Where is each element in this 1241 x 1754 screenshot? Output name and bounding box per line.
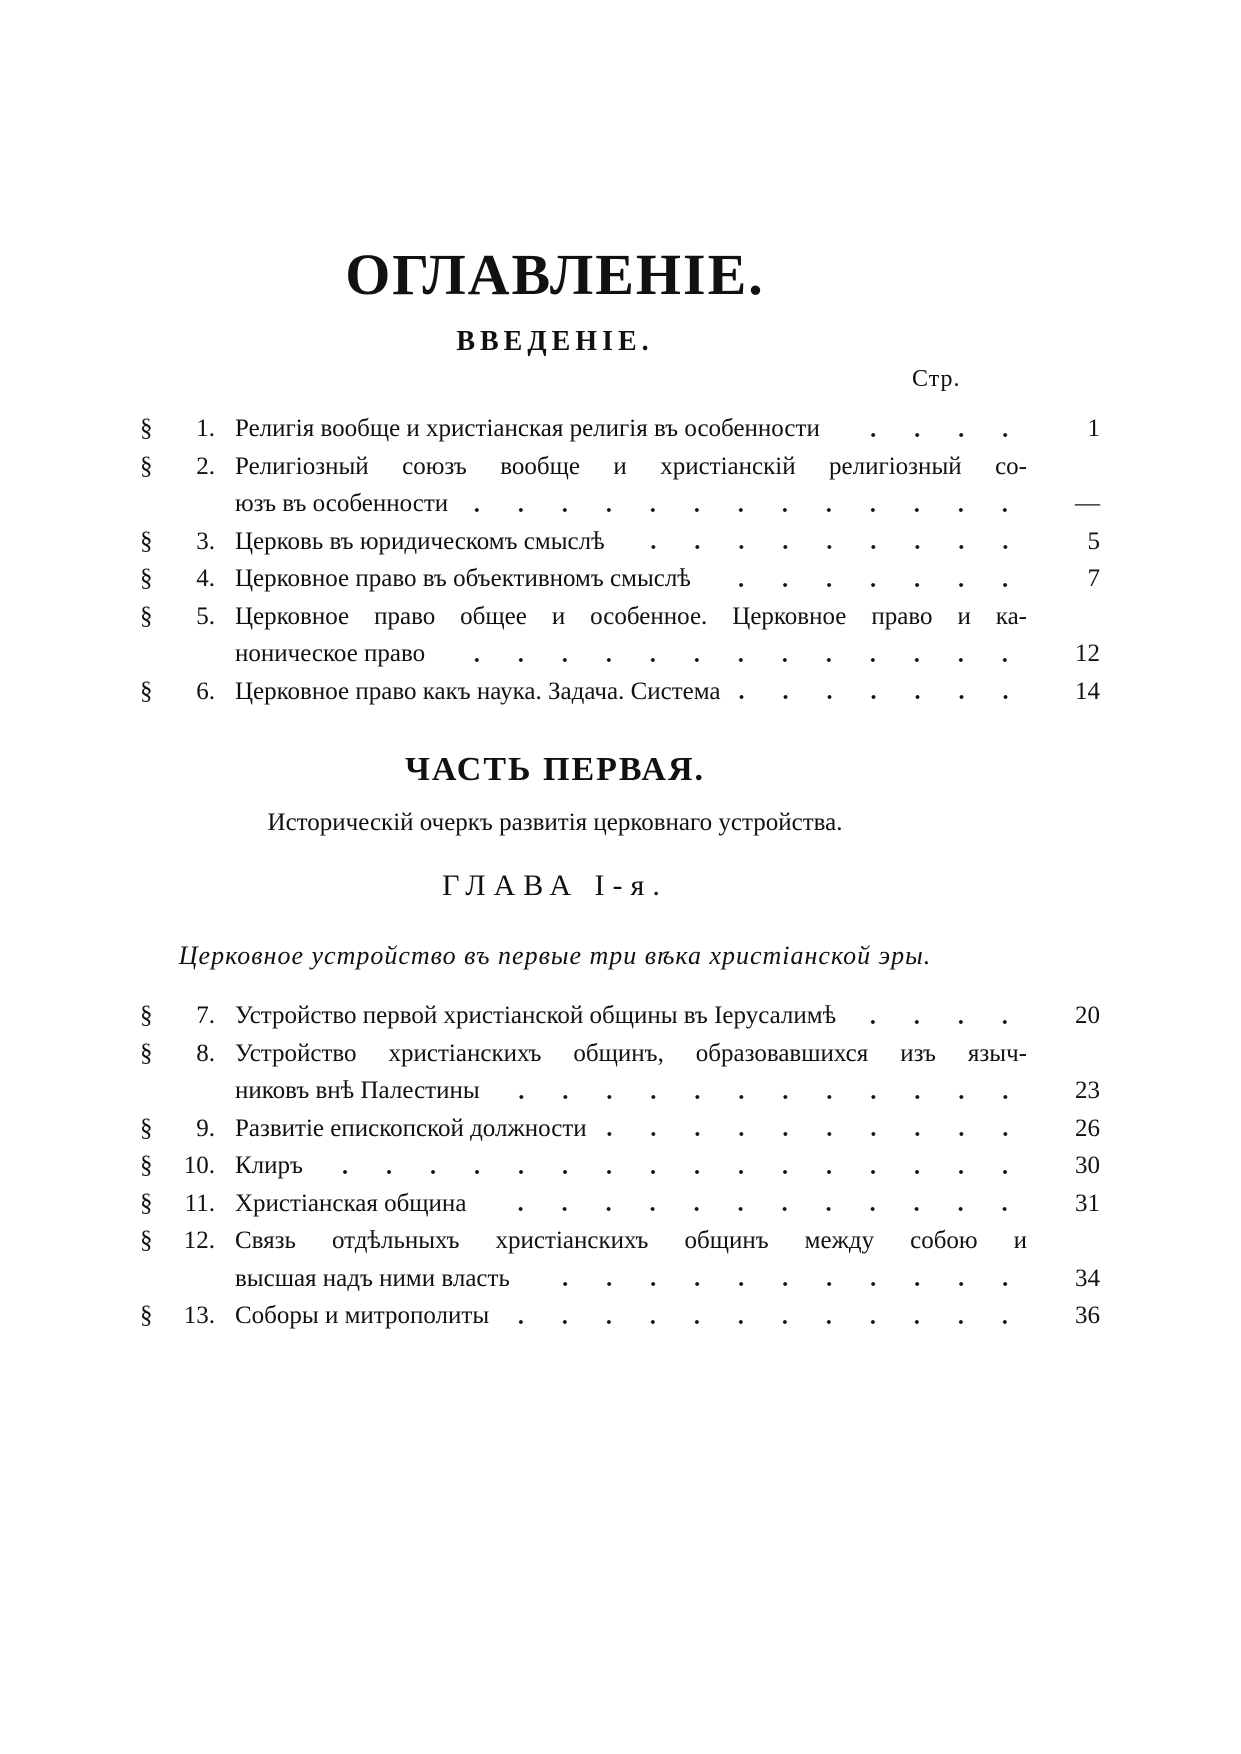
chapter-toc-list bbox=[140, 997, 1100, 1335]
section-number: 10. bbox=[183, 1152, 215, 1179]
page-number: 1 bbox=[1087, 415, 1100, 442]
chapter-subtitle: Церковное устройство въ первые три вѣка христіанской эры. bbox=[178, 941, 932, 970]
toc-entry-12 bbox=[140, 1222, 1100, 1297]
section-number: 13. bbox=[183, 1302, 215, 1329]
entry-title: Церковное право общее и особенное. Церковное право и ка- bbox=[235, 602, 1027, 630]
toc-entry-3 bbox=[140, 523, 1100, 561]
section-sign: § bbox=[140, 527, 153, 555]
section-number: 4. bbox=[196, 565, 215, 592]
page-number: 5 bbox=[1087, 527, 1100, 555]
section-sign: § bbox=[140, 415, 153, 442]
entry-title: ноническое право bbox=[235, 640, 426, 667]
entry-line bbox=[140, 673, 1100, 711]
section-sign: § bbox=[140, 1227, 153, 1254]
page-number: 31 bbox=[1075, 1189, 1100, 1217]
page-number: — bbox=[1075, 490, 1100, 517]
section-sign: § bbox=[140, 1152, 153, 1179]
entry-line bbox=[140, 1222, 1100, 1260]
toc-entry-2 bbox=[140, 448, 1100, 523]
dot-leader bbox=[834, 432, 1027, 438]
entry-line bbox=[140, 1297, 1100, 1335]
toc-entry-11 bbox=[140, 1185, 1100, 1223]
dot-leader bbox=[494, 1094, 1027, 1100]
page-number: 20 bbox=[1075, 1002, 1100, 1029]
dot-leader bbox=[705, 582, 1027, 588]
entry-title: Христіанская община bbox=[235, 1189, 467, 1217]
section-number: 8. bbox=[196, 1039, 215, 1067]
toc-entry-10 bbox=[140, 1147, 1100, 1185]
part-one-heading: ЧАСТЬ ПЕРВАЯ. bbox=[404, 751, 706, 788]
page-title: ОГЛАВЛЕНІЕ. bbox=[345, 242, 765, 307]
entry-title: Церковное право въ объективномъ смыслѣ bbox=[235, 565, 691, 592]
entry-title: Клиръ bbox=[235, 1152, 303, 1179]
introduction-toc-list bbox=[140, 410, 1100, 710]
page-number: 34 bbox=[1075, 1264, 1100, 1292]
entry-title: Связь отдѣльныхъ христіанскихъ общинъ между собою и bbox=[235, 1227, 1027, 1254]
entry-title: Устройство христіанскихъ общинъ, образовавшихся изъ языч- bbox=[235, 1039, 1027, 1067]
section-sign: § bbox=[140, 565, 153, 592]
part-one-subtitle: Историческій очеркъ развитія церковнаго устройства. bbox=[267, 809, 843, 836]
entry-line bbox=[140, 523, 1100, 561]
entry-title: никовъ внѣ Палестины bbox=[235, 1077, 480, 1104]
section-sign: § bbox=[140, 1189, 153, 1217]
section-number: 5. bbox=[196, 602, 215, 630]
page-number: 36 bbox=[1075, 1302, 1100, 1329]
entry-title: Устройство первой христіанской общины въ Іерусалимѣ bbox=[235, 1002, 837, 1029]
dot-leader bbox=[317, 1169, 1027, 1175]
dot-leader bbox=[462, 507, 1027, 513]
entry-line bbox=[140, 1147, 1100, 1185]
entry-line bbox=[140, 448, 1100, 486]
section-number: 1. bbox=[196, 415, 215, 442]
section-number: 9. bbox=[196, 1114, 215, 1142]
entry-line bbox=[140, 1035, 1100, 1073]
section-number: 3. bbox=[196, 527, 215, 555]
dot-leader bbox=[850, 1019, 1027, 1025]
dot-leader bbox=[480, 1206, 1027, 1212]
entry-line bbox=[140, 1110, 1100, 1148]
entry-line bbox=[140, 485, 1100, 523]
toc-entry-7 bbox=[140, 997, 1100, 1035]
dot-leader bbox=[601, 1131, 1027, 1137]
entry-title: высшая надъ ними власть bbox=[235, 1264, 510, 1292]
entry-line bbox=[140, 1260, 1100, 1298]
toc-entry-1 bbox=[140, 410, 1100, 448]
page-number: 26 bbox=[1075, 1114, 1100, 1142]
dot-leader bbox=[439, 657, 1027, 663]
entry-title: Религіозный союзъ вообще и христіанскій религіозный со- bbox=[235, 452, 1027, 480]
dot-leader bbox=[619, 544, 1027, 550]
toc-entry-5 bbox=[140, 598, 1100, 673]
entry-line bbox=[140, 560, 1100, 598]
entry-title: Развитіе епископской должности bbox=[235, 1114, 587, 1142]
entry-line bbox=[140, 635, 1100, 673]
chapter-heading: ГЛАВА I-я. bbox=[442, 869, 668, 902]
section-sign: § bbox=[140, 452, 153, 480]
dot-leader bbox=[735, 694, 1028, 700]
entry-line bbox=[140, 410, 1100, 448]
page-number: 12 bbox=[1075, 640, 1100, 667]
toc-entry-13 bbox=[140, 1297, 1100, 1335]
section-sign: § bbox=[140, 1114, 153, 1142]
page-number: 7 bbox=[1087, 565, 1100, 592]
entry-line bbox=[140, 598, 1100, 636]
page-column-label: Стр. bbox=[912, 366, 961, 392]
section-sign: § bbox=[140, 1039, 153, 1067]
toc-entry-6 bbox=[140, 673, 1100, 711]
entry-line bbox=[140, 997, 1100, 1035]
toc-entry-4 bbox=[140, 560, 1100, 598]
dot-leader bbox=[503, 1319, 1027, 1325]
entry-title: Церковное право какъ наука. Задача. Система bbox=[235, 677, 721, 705]
section-number: 12. bbox=[183, 1227, 215, 1254]
introduction-heading: ВВЕДЕНІЕ. bbox=[456, 326, 654, 357]
section-sign: § bbox=[140, 1002, 153, 1029]
section-number: 11. bbox=[184, 1189, 215, 1217]
page-number: 23 bbox=[1075, 1077, 1100, 1104]
entry-title: Соборы и митрополиты bbox=[235, 1302, 490, 1329]
entry-title: юзъ въ особенности bbox=[235, 490, 449, 517]
entry-title: Церковь въ юридическомъ смыслѣ bbox=[235, 527, 605, 555]
section-number: 6. bbox=[196, 677, 215, 705]
entry-title: Религія вообще и христіанская религія въ особенности bbox=[235, 415, 820, 442]
page-number: 30 bbox=[1075, 1152, 1100, 1179]
section-sign: § bbox=[140, 677, 153, 705]
section-number: 2. bbox=[196, 452, 215, 480]
toc-entry-8 bbox=[140, 1035, 1100, 1110]
dot-leader bbox=[524, 1281, 1027, 1287]
section-number: 7. bbox=[196, 1002, 215, 1029]
entry-line bbox=[140, 1185, 1100, 1223]
toc-entry-9 bbox=[140, 1110, 1100, 1148]
section-sign: § bbox=[140, 1302, 153, 1329]
section-sign: § bbox=[140, 602, 153, 630]
entry-line bbox=[140, 1072, 1100, 1110]
page-number: 14 bbox=[1075, 677, 1100, 705]
